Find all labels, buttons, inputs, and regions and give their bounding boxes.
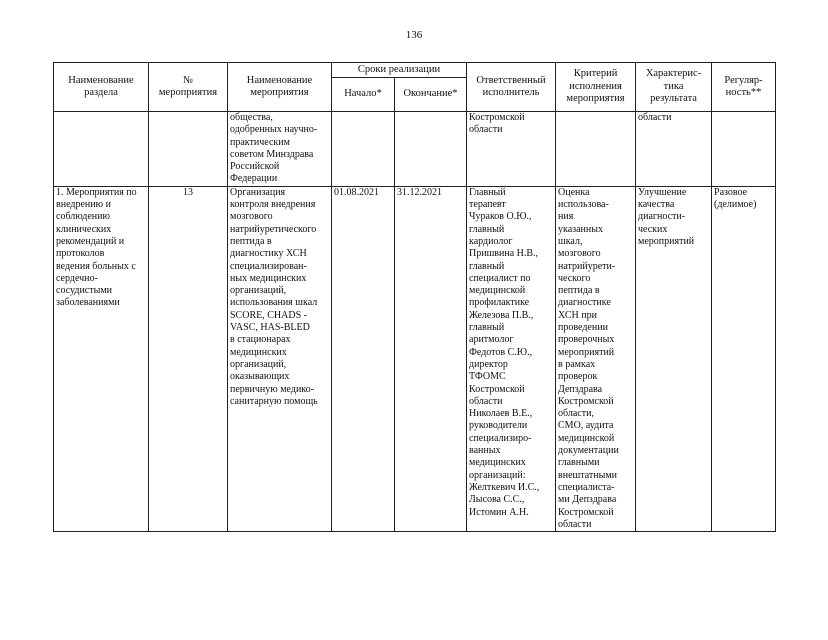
table-row [54,112,776,187]
cell-criterion: Оценка использова- ния указанных шкал, мозгового натрийурети- ческого пептида в диагностике ХСН при проведении проверочных мероприятий в рамках проверок Депздрава Костромской области, СМО, аудита медицинской документации главными внештатными специалиста- ми Депздрава Костромской области [556,186,636,531]
table-row [54,186,776,531]
cell-start: 01.08.2021 [332,186,395,531]
cell-criterion [556,112,636,187]
cell-section [54,112,149,187]
cell-result: Улучшение качества диагности- ческих мероприятий [636,186,712,531]
cell-start [332,112,395,187]
header-result: Характерис- тика результата [636,63,712,112]
header-responsible: Ответственный исполнитель [467,63,556,112]
cell-end: 31.12.2021 [395,186,467,531]
header-start: Начало* [332,78,395,112]
header-regularity: Регуляр- ность** [712,63,776,112]
header-activity: Наименование мероприятия [228,63,332,112]
header-end: Окончание* [395,78,467,112]
cell-result: области [636,112,712,187]
cell-activity: Организация контроля внедрения мозгового натрийуретического пептида в диагностику ХСН специализирован- ных медицинских организаций, использования шкал SCORE, CHADS - VASC, HAS-BLED в стационарах медицинских организаций, оказывающих первичную медико- санитарную помощь [228,186,332,531]
header-criterion: Критерий исполнения мероприятия [556,63,636,112]
header-row [54,63,776,78]
header-number: № мероприятия [149,63,228,112]
cell-number: 13 [149,186,228,531]
cell-number [149,112,228,187]
cell-responsible: Главный терапевт Чураков О.Ю., главный кардиолог Пришвина Н.В., главный специалист по медицинской профилактике Железова П.В., главный аритмолог Федотов С.Ю., директор ТФОМС Костромской области Николаев В.Е., руководители специализиро- ванных медицинских организаций: Желткевич И.С., Лысова С.С., Истомин А.Н. [467,186,556,531]
page-number: 136 [405,29,423,41]
cell-section: 1. Мероприятия по внедрению и соблюдению клинических рекомендаций и протоколов ведения больных с сердечно- сосудистыми заболеваниями [54,186,149,531]
cell-activity: общества, одобренных научно- практическим советом Минздрава Российской Федерации [228,112,332,187]
cell-end [395,112,467,187]
cell-responsible: Костромской области [467,112,556,187]
header-section: Наименование раздела [54,63,149,112]
header-timeline: Сроки реализации [332,63,467,78]
cell-regularity [712,112,776,187]
action-plan-table [53,62,776,532]
cell-regularity: Разовое (делимое) [712,186,776,531]
